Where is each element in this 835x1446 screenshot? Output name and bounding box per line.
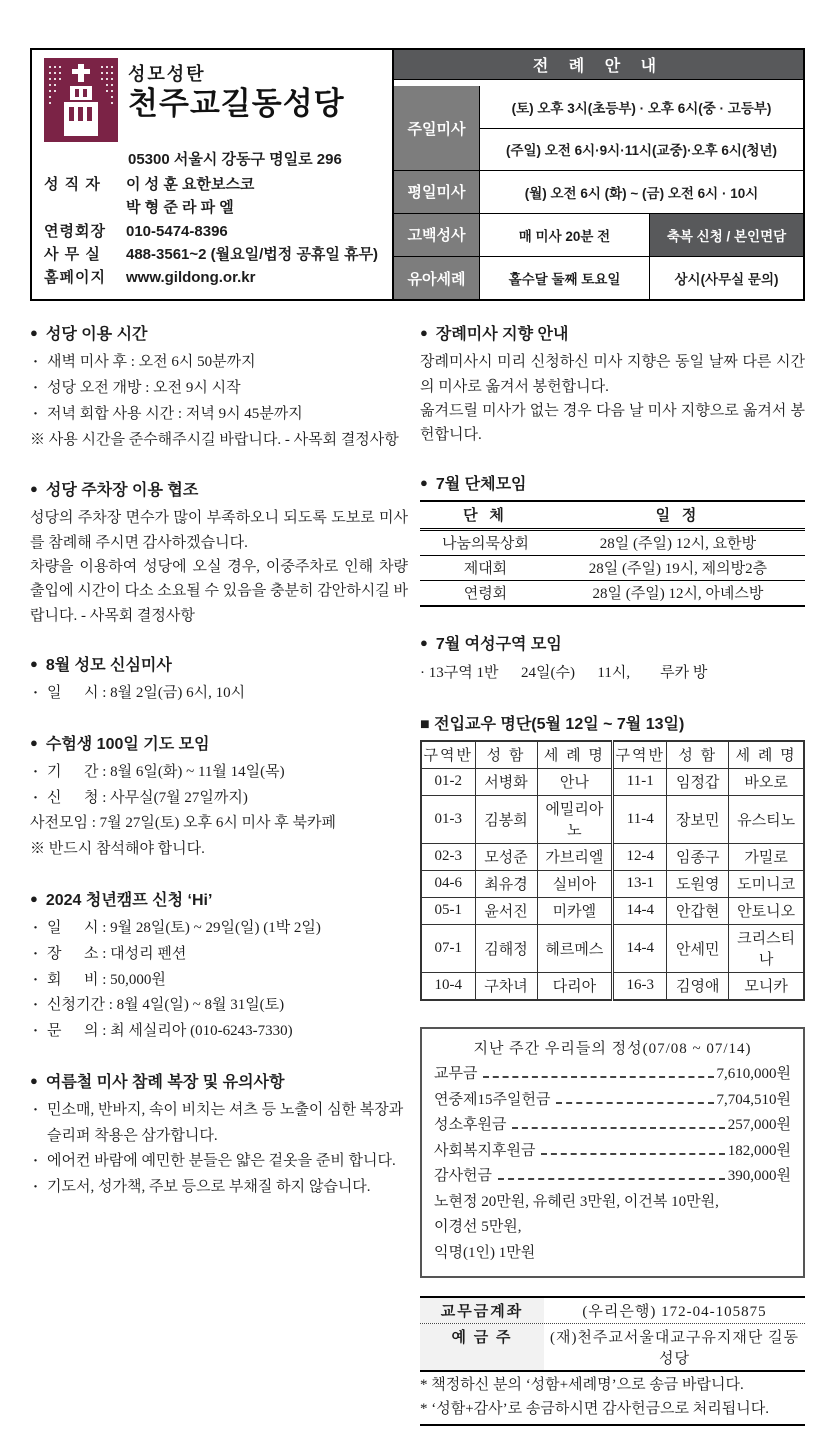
group-schedule: 28일 (주일) 19시, 제의방2층 xyxy=(551,556,805,581)
info-clergy xyxy=(44,173,382,196)
table-row xyxy=(420,530,805,556)
column-header: 성 함 xyxy=(667,741,729,769)
account-holder-row xyxy=(420,1323,805,1372)
district-cell: 01-2 xyxy=(421,769,475,796)
column-header: 세 례 명 xyxy=(729,741,804,769)
table-row xyxy=(420,556,805,581)
list-item: · 새벽 미사 후 : 오전 6시 50분까지 xyxy=(30,350,408,376)
baptismal-name-cell: 크리스티나 xyxy=(729,925,804,973)
name-cell: 윤서진 xyxy=(475,898,537,925)
baptismal-name-cell: 안토니오 xyxy=(729,898,804,925)
info-label xyxy=(44,196,126,219)
section-new-parishioners xyxy=(420,711,805,1001)
list-item: · 문 의 : 최 세실리아 (010-6243-7330) xyxy=(30,1019,408,1045)
offering-amount: 7,704,510원 xyxy=(716,1091,791,1108)
name-cell: 안갑현 xyxy=(667,898,729,925)
baptismal-name-cell: 바오로 xyxy=(729,769,804,796)
liturgy-schedule-table xyxy=(394,50,803,299)
name-cell: 모성준 xyxy=(475,844,537,871)
section-opening-hours xyxy=(30,321,408,453)
sunday-mass-sat: (토) 오후 3시(초등부) · 오후 6시(중 · 고등부) xyxy=(480,86,803,128)
info-label: 성 직 자 xyxy=(44,176,101,193)
list-item: · 장 소 : 대성리 펜션 xyxy=(30,942,408,968)
list-item: · 성당 오전 개방 : 오전 9시 시작 xyxy=(30,376,408,402)
paragraph: 장례미사시 미리 신청하신 미사 지향은 동일 날짜 다른 시간의 미사로 옮겨서 봉헌합니다. xyxy=(420,354,805,395)
weekday-mass-value: (월) 오전 6시 (화) ~ (금) 오전 6시 · 10시 xyxy=(480,171,803,213)
account-notes xyxy=(420,1372,805,1426)
bullet-marker: ● xyxy=(30,655,38,671)
account-number-row xyxy=(420,1296,805,1323)
group-meetings-table xyxy=(420,500,805,607)
section-title: 2024 청년캠프 신청 ‘Hi’ xyxy=(45,891,213,909)
section-funeral-mass xyxy=(420,321,805,447)
name-cell: 장보민 xyxy=(667,796,729,844)
thanks-donors-line: 이경선 5만원, xyxy=(434,1219,522,1236)
thanks-donors-line: 노현정 20만원, 유헤린 3만원, 이건복 10만원, xyxy=(434,1193,719,1210)
baptismal-name-cell: 실비아 xyxy=(537,871,613,898)
header xyxy=(30,48,805,301)
paragraph: 성당의 주차장 면수가 많이 부족하오니 되도록 도보로 미사를 참례해 주시면 감사하겠습니다. xyxy=(30,510,408,551)
list-item: · 에어컨 바람에 예민한 분들은 얇은 겉옷을 준비 합니다. xyxy=(30,1149,408,1175)
offering-label: 사회복지후원금 xyxy=(434,1142,536,1159)
church-name: 천주교길동성당 xyxy=(128,86,345,121)
bank-account-block xyxy=(420,1296,805,1426)
group-schedule: 28일 (주일) 12시, 요한방 xyxy=(551,530,805,556)
dash-leader xyxy=(483,1076,713,1078)
sunday-mass-sun: (주일) 오전 6시·9시·11시(교중)·오후 6시(청년) xyxy=(480,129,803,171)
church-identity xyxy=(32,50,394,299)
paragraph: 옮겨드릴 미사가 없는 경우 다음 날 미사 지향으로 옮겨서 봉헌합니다. xyxy=(420,402,805,444)
info-value: 010-5474-8396 xyxy=(126,222,228,240)
section-title: 성당 주차장 이용 협조 xyxy=(45,482,199,500)
section-title: 여름철 미사 참례 복장 및 유의사항 xyxy=(45,1073,285,1091)
liturgy-title: 전 례 안 내 xyxy=(394,50,803,80)
account-label: 예 금 주 xyxy=(420,1324,544,1370)
name-cell: 김봉희 xyxy=(475,796,537,844)
infant-baptism-label: 유아세례 xyxy=(394,257,480,299)
thanks-donors-line: 익명(1인) 1만원 xyxy=(434,1244,536,1261)
column-header: 성 함 xyxy=(475,741,537,769)
account-holder: (재)천주교서울대교구유지재단 길동성당 xyxy=(549,1330,800,1368)
section-note: ※ 반드시 참석해야 합니다. xyxy=(30,841,205,858)
list-item: · 신청기간 : 8월 4일(일) ~ 8월 31일(토) xyxy=(30,993,408,1019)
baptismal-name-cell: 에밀리아노 xyxy=(537,796,613,844)
info-office xyxy=(44,243,382,266)
column-header: 일 정 xyxy=(551,501,805,530)
section-august-mass xyxy=(30,652,408,707)
blessing-value: 축복 신청 / 본인면담 xyxy=(650,214,803,256)
bullet-marker: ● xyxy=(420,475,428,491)
name-cell: 김해정 xyxy=(475,925,537,973)
district-meeting-line: · 13구역 1반 24일(수) 11시, 루카 방 xyxy=(420,665,708,682)
sunday-mass-label: 주일미사 xyxy=(394,86,480,171)
account-label: 교무금계좌 xyxy=(420,1298,544,1323)
dash-leader xyxy=(512,1127,724,1129)
district-cell: 01-3 xyxy=(421,796,475,844)
confession-value: 매 미사 20분 전 xyxy=(480,214,650,256)
table-row xyxy=(421,871,804,898)
section-note: ※ 사용 시간을 준수해주시길 바랍니다. - 사목회 결정사항 xyxy=(30,431,399,448)
group-name: 나눔의묵상회 xyxy=(420,530,551,556)
church-address: 05300 서울시 강동구 명일로 296 xyxy=(128,151,342,168)
district-cell: 14-4 xyxy=(613,925,667,973)
baptismal-name-cell: 미카엘 xyxy=(537,898,613,925)
baptismal-name-cell: 다리아 xyxy=(537,973,613,1001)
info-value: 이 성 훈 요한보스코 xyxy=(126,176,255,193)
offering-label: 연중제15주일헌금 xyxy=(434,1091,551,1108)
name-cell: 안세민 xyxy=(667,925,729,973)
pre-meeting-line: 사전모임 : 7월 27일(토) 오후 6시 미사 후 북카페 xyxy=(30,815,336,832)
offering-label: 감사헌금 xyxy=(434,1168,492,1185)
dash-leader xyxy=(556,1102,713,1104)
name-cell: 최유경 xyxy=(475,871,537,898)
bullet-marker: ● xyxy=(30,890,38,906)
dash-leader xyxy=(541,1153,724,1155)
left-column xyxy=(30,321,412,1426)
right-column xyxy=(420,321,805,1426)
offering-row xyxy=(434,1139,791,1165)
district-cell: 11-1 xyxy=(613,769,667,796)
district-cell: 10-4 xyxy=(421,973,475,1001)
infant-baptism-row xyxy=(480,257,803,299)
name-cell: 구차녀 xyxy=(475,973,537,1001)
offering-row xyxy=(434,1088,791,1114)
account-note: * ‘성함+감사’로 송금하시면 감사헌금으로 처리됩니다. xyxy=(420,1400,769,1417)
weekly-offering-box xyxy=(420,1027,805,1278)
baptismal-name-cell: 모니카 xyxy=(729,973,804,1001)
info-value: 488-3561~2 (월요일/법정 공휴일 휴무) xyxy=(126,245,379,263)
offering-amount: 182,000원 xyxy=(727,1142,791,1159)
table-row xyxy=(421,844,804,871)
confession-label: 고백성사 xyxy=(394,214,480,257)
table-row xyxy=(421,769,804,796)
district-cell: 04-6 xyxy=(421,871,475,898)
section-title: 장례미사 지향 안내 xyxy=(435,326,569,344)
info-homepage xyxy=(44,266,382,289)
info-value: 박 형 준 라 파 엘 xyxy=(126,199,234,217)
info-label: 홈페이지 xyxy=(44,269,106,286)
info-phone xyxy=(44,220,382,243)
group-schedule: 28일 (주일) 12시, 아녜스방 xyxy=(551,581,805,607)
bullet-marker: ● xyxy=(30,734,38,750)
column-header: 세 례 명 xyxy=(537,741,613,769)
section-title: 7월 여성구역 모임 xyxy=(435,636,562,654)
table-row xyxy=(421,925,804,973)
section-summer-dress-code xyxy=(30,1069,408,1201)
section-parking xyxy=(30,477,412,627)
baptism-contact: 상시(사무실 문의) xyxy=(674,272,779,288)
baptism-schedule: 홀수달 둘째 토요일 xyxy=(480,257,650,299)
table-row xyxy=(421,796,804,844)
section-title: 7월 단체모임 xyxy=(435,476,527,494)
account-note: * 책정하신 분의 ‘성함+세례명’으로 송금 바랍니다. xyxy=(420,1377,744,1394)
table-row xyxy=(421,898,804,925)
section-title: ■ 전입교우 명단(5월 12일 ~ 7월 13일) xyxy=(420,716,685,734)
column-header: 단 체 xyxy=(420,501,551,530)
new-parishioners-table xyxy=(420,740,805,1001)
list-item: · 회 비 : 50,000원 xyxy=(30,968,408,994)
list-item: · 기 간 : 8월 6일(화) ~ 11월 14일(목) xyxy=(30,760,408,786)
offering-label: 교무금 xyxy=(434,1066,478,1083)
bullet-marker: ● xyxy=(30,1072,38,1088)
dash-leader xyxy=(498,1178,725,1180)
section-youth-camp xyxy=(30,887,408,1045)
group-name: 제대회 xyxy=(420,556,551,581)
name-cell: 임종구 xyxy=(667,844,729,871)
baptismal-name-cell: 유스티노 xyxy=(729,796,804,844)
name-cell: 도원영 xyxy=(667,871,729,898)
table-row xyxy=(421,973,804,1001)
bullet-marker: ● xyxy=(420,635,428,651)
confession-row xyxy=(480,214,803,257)
baptismal-name-cell: 도미니코 xyxy=(729,871,804,898)
district-cell: 05-1 xyxy=(421,898,475,925)
list-item: · 신 청 : 사무실(7월 27일까지) xyxy=(30,786,408,812)
list-item: · 일 시 : 8월 2일(금) 6시, 10시 xyxy=(30,681,408,707)
offering-amount: 7,610,000원 xyxy=(716,1066,791,1083)
column-header: 구역반 xyxy=(421,741,475,769)
offering-amount: 257,000원 xyxy=(727,1117,791,1134)
account-number: (우리은행) 172-04-105875 xyxy=(582,1304,767,1321)
section-exam-prayer xyxy=(30,731,408,863)
district-cell: 12-4 xyxy=(613,844,667,871)
list-item: · 민소매, 반바지, 속이 비치는 셔츠 등 노출이 심한 복장과 슬리퍼 착용은 삼가합니다. xyxy=(30,1098,408,1150)
section-title: 성당 이용 시간 xyxy=(45,326,148,344)
baptismal-name-cell: 가브리엘 xyxy=(537,844,613,871)
homepage-url: www.gildong.or.kr xyxy=(126,269,256,286)
offering-label: 성소후원금 xyxy=(434,1117,507,1134)
district-cell: 13-1 xyxy=(613,871,667,898)
baptismal-name-cell: 안나 xyxy=(537,769,613,796)
info-label: 사 무 실 xyxy=(44,245,101,263)
group-name: 연령회 xyxy=(420,581,551,607)
district-cell: 11-4 xyxy=(613,796,667,844)
church-logo-icon xyxy=(44,58,118,142)
offering-title: 지난 주간 우리들의 정성(07/08 ~ 07/14) xyxy=(473,1041,752,1058)
paragraph: 차량을 이용하여 성당에 오실 경우, 이중주차로 인해 차량 출입에 시간이 다소 소요될 수 있음을 충분히 감안하시길 바랍니다. - 사목회 결정사항 xyxy=(30,559,412,624)
baptismal-name-cell: 헤르메스 xyxy=(537,925,613,973)
info-clergy-2 xyxy=(44,196,382,219)
district-cell: 16-3 xyxy=(613,973,667,1001)
baptismal-name-cell: 가밀로 xyxy=(729,844,804,871)
offering-amount: 390,000원 xyxy=(727,1168,791,1185)
name-cell: 임정갑 xyxy=(667,769,729,796)
list-item: · 일 시 : 9월 28일(토) ~ 29일(일) (1박 2일) xyxy=(30,916,408,942)
district-cell: 02-3 xyxy=(421,844,475,871)
offering-row xyxy=(434,1113,791,1139)
name-cell: 서병화 xyxy=(475,769,537,796)
bullet-marker: ● xyxy=(420,325,428,341)
district-cell: 07-1 xyxy=(421,925,475,973)
section-title: 수험생 100일 기도 모임 xyxy=(45,735,210,753)
offering-row xyxy=(434,1062,791,1088)
column-header: 구역반 xyxy=(613,741,667,769)
list-item: · 저녁 회합 사용 시간 : 저녁 9시 45분까지 xyxy=(30,402,408,428)
offering-row xyxy=(434,1164,791,1190)
name-cell: 김영애 xyxy=(667,973,729,1001)
bullet-marker: ● xyxy=(30,325,38,341)
section-women-district xyxy=(420,631,805,687)
bullet-marker: ● xyxy=(30,481,38,497)
section-title: 8월 성모 신심미사 xyxy=(45,656,172,674)
info-label: 연령회장 xyxy=(44,222,106,240)
table-row xyxy=(420,581,805,607)
weekday-mass-label: 평일미사 xyxy=(394,171,480,213)
section-july-group-meetings xyxy=(420,471,805,607)
district-cell: 14-4 xyxy=(613,898,667,925)
list-item: · 기도서, 성가책, 주보 등으로 부채질 하지 않습니다. xyxy=(30,1175,408,1201)
church-subtitle: 성모성탄 xyxy=(128,64,206,84)
